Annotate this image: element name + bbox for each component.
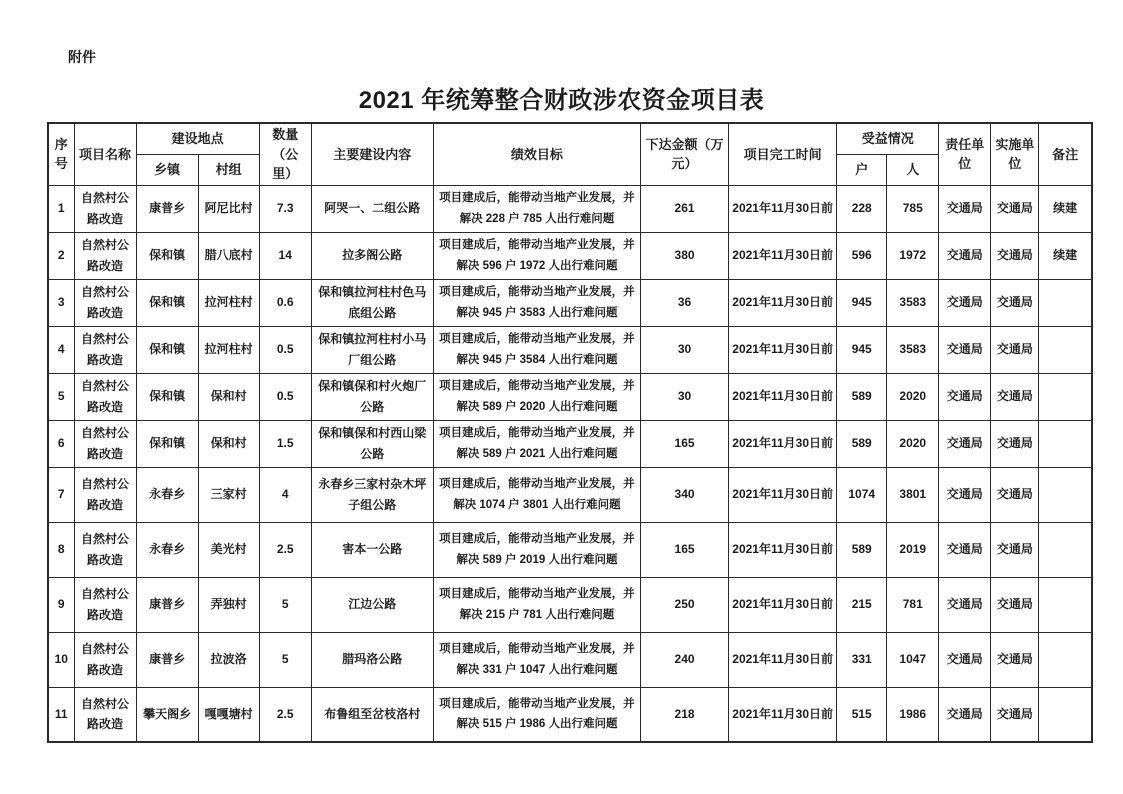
cell-performance: 项目建成后，能带动当地产业发展，并解决 589 户 2021 人出行难问题 bbox=[433, 420, 640, 467]
cell-remarks bbox=[1039, 577, 1092, 632]
col-header-seq: 序号 bbox=[48, 123, 74, 185]
table-row bbox=[48, 185, 1092, 232]
cell-seq: 7 bbox=[48, 467, 74, 522]
cell-responsible: 交通局 bbox=[939, 522, 991, 577]
col-header-performance: 绩效目标 bbox=[433, 123, 640, 185]
cell-amount: 218 bbox=[641, 687, 729, 742]
cell-village: 嘎嘎塘村 bbox=[198, 687, 259, 742]
col-header-location-group: 建设地点 bbox=[136, 123, 259, 154]
col-header-completion: 项目完工时间 bbox=[729, 123, 837, 185]
col-header-project-name: 项目名称 bbox=[74, 123, 136, 185]
cell-project-name: 自然村公路改造 bbox=[74, 632, 136, 687]
cell-amount: 261 bbox=[641, 185, 729, 232]
cell-content: 永春乡三家村杂木坪子组公路 bbox=[311, 467, 433, 522]
cell-performance: 项目建成后，能带动当地产业发展，并解决 331 户 1047 人出行难问题 bbox=[433, 632, 640, 687]
cell-implementing: 交通局 bbox=[991, 632, 1039, 687]
cell-quantity: 14 bbox=[259, 232, 311, 279]
cell-responsible: 交通局 bbox=[939, 467, 991, 522]
col-header-remarks: 备注 bbox=[1039, 123, 1092, 185]
col-header-content: 主要建设内容 bbox=[311, 123, 433, 185]
cell-completion: 2021年11月30日前 bbox=[729, 373, 837, 420]
cell-people: 781 bbox=[887, 577, 939, 632]
cell-content: 腊玛洛公路 bbox=[311, 632, 433, 687]
table-row bbox=[48, 373, 1092, 420]
cell-project-name: 自然村公路改造 bbox=[74, 420, 136, 467]
cell-people: 1047 bbox=[887, 632, 939, 687]
cell-project-name: 自然村公路改造 bbox=[74, 687, 136, 742]
cell-township: 康普乡 bbox=[136, 577, 198, 632]
cell-content: 阿哭一、二组公路 bbox=[311, 185, 433, 232]
cell-performance: 项目建成后，能带动当地产业发展，并解决 1074 户 3801 人出行难问题 bbox=[433, 467, 640, 522]
table-row bbox=[48, 232, 1092, 279]
cell-implementing: 交通局 bbox=[991, 420, 1039, 467]
cell-amount: 340 bbox=[641, 467, 729, 522]
cell-project-name: 自然村公路改造 bbox=[74, 279, 136, 326]
cell-village: 三家村 bbox=[198, 467, 259, 522]
cell-completion: 2021年11月30日前 bbox=[729, 420, 837, 467]
cell-project-name: 自然村公路改造 bbox=[74, 467, 136, 522]
cell-quantity: 7.3 bbox=[259, 185, 311, 232]
cell-township: 保和镇 bbox=[136, 232, 198, 279]
cell-people: 2020 bbox=[887, 373, 939, 420]
cell-households: 589 bbox=[837, 373, 887, 420]
cell-content: 保和镇保和村西山梁公路 bbox=[311, 420, 433, 467]
table-row bbox=[48, 522, 1092, 577]
table-row bbox=[48, 687, 1092, 742]
table-row bbox=[48, 420, 1092, 467]
cell-quantity: 0.6 bbox=[259, 279, 311, 326]
cell-remarks bbox=[1039, 632, 1092, 687]
cell-responsible: 交通局 bbox=[939, 632, 991, 687]
cell-remarks bbox=[1039, 279, 1092, 326]
table-header bbox=[48, 123, 1092, 185]
cell-implementing: 交通局 bbox=[991, 467, 1039, 522]
col-header-people: 人 bbox=[887, 154, 939, 185]
cell-households: 589 bbox=[837, 420, 887, 467]
cell-completion: 2021年11月30日前 bbox=[729, 632, 837, 687]
cell-responsible: 交通局 bbox=[939, 279, 991, 326]
cell-remarks bbox=[1039, 326, 1092, 373]
cell-people: 3583 bbox=[887, 326, 939, 373]
cell-households: 945 bbox=[837, 326, 887, 373]
cell-seq: 6 bbox=[48, 420, 74, 467]
cell-people: 2019 bbox=[887, 522, 939, 577]
cell-implementing: 交通局 bbox=[991, 522, 1039, 577]
cell-content: 保和镇拉河柱村小马厂组公路 bbox=[311, 326, 433, 373]
cell-performance: 项目建成后，能带动当地产业发展，并解决 945 户 3583 人出行难问题 bbox=[433, 279, 640, 326]
cell-seq: 2 bbox=[48, 232, 74, 279]
cell-people: 1972 bbox=[887, 232, 939, 279]
table-row bbox=[48, 326, 1092, 373]
cell-content: 保和镇拉河柱村色马底组公路 bbox=[311, 279, 433, 326]
cell-amount: 165 bbox=[641, 420, 729, 467]
cell-amount: 165 bbox=[641, 522, 729, 577]
cell-remarks bbox=[1039, 373, 1092, 420]
cell-quantity: 0.5 bbox=[259, 373, 311, 420]
cell-village: 拉河柱村 bbox=[198, 279, 259, 326]
cell-village: 弄独村 bbox=[198, 577, 259, 632]
cell-township: 保和镇 bbox=[136, 373, 198, 420]
cell-performance: 项目建成后，能带动当地产业发展，并解决 945 户 3584 人出行难问题 bbox=[433, 326, 640, 373]
cell-content: 拉多阁公路 bbox=[311, 232, 433, 279]
cell-township: 康普乡 bbox=[136, 185, 198, 232]
cell-village: 阿尼比村 bbox=[198, 185, 259, 232]
cell-households: 331 bbox=[837, 632, 887, 687]
col-header-village: 村组 bbox=[198, 154, 259, 185]
cell-remarks: 续建 bbox=[1039, 232, 1092, 279]
cell-township: 保和镇 bbox=[136, 326, 198, 373]
cell-amount: 30 bbox=[641, 373, 729, 420]
col-header-amount: 下达金额（万元） bbox=[641, 123, 729, 185]
cell-seq: 4 bbox=[48, 326, 74, 373]
cell-village: 拉河柱村 bbox=[198, 326, 259, 373]
cell-households: 1074 bbox=[837, 467, 887, 522]
cell-amount: 250 bbox=[641, 577, 729, 632]
cell-project-name: 自然村公路改造 bbox=[74, 577, 136, 632]
cell-quantity: 5 bbox=[259, 632, 311, 687]
cell-content: 布鲁组至岔枝洛村 bbox=[311, 687, 433, 742]
cell-performance: 项目建成后，能带动当地产业发展，并解决 215 户 781 人出行难问题 bbox=[433, 577, 640, 632]
cell-quantity: 1.5 bbox=[259, 420, 311, 467]
cell-responsible: 交通局 bbox=[939, 577, 991, 632]
cell-completion: 2021年11月30日前 bbox=[729, 279, 837, 326]
cell-village: 拉波洛 bbox=[198, 632, 259, 687]
cell-responsible: 交通局 bbox=[939, 420, 991, 467]
cell-people: 2020 bbox=[887, 420, 939, 467]
cell-implementing: 交通局 bbox=[991, 232, 1039, 279]
cell-village: 美光村 bbox=[198, 522, 259, 577]
col-header-township: 乡镇 bbox=[136, 154, 198, 185]
table-row bbox=[48, 577, 1092, 632]
col-header-responsible: 责任单位 bbox=[939, 123, 991, 185]
projects-table bbox=[47, 122, 1093, 743]
cell-quantity: 0.5 bbox=[259, 326, 311, 373]
cell-implementing: 交通局 bbox=[991, 279, 1039, 326]
cell-remarks bbox=[1039, 522, 1092, 577]
cell-township: 保和镇 bbox=[136, 420, 198, 467]
cell-project-name: 自然村公路改造 bbox=[74, 373, 136, 420]
cell-village: 保和村 bbox=[198, 420, 259, 467]
attachment-label: 附件 bbox=[68, 49, 96, 65]
cell-completion: 2021年11月30日前 bbox=[729, 577, 837, 632]
table-row bbox=[48, 279, 1092, 326]
cell-remarks: 续建 bbox=[1039, 185, 1092, 232]
cell-seq: 11 bbox=[48, 687, 74, 742]
cell-village: 保和村 bbox=[198, 373, 259, 420]
cell-households: 945 bbox=[837, 279, 887, 326]
cell-township: 保和镇 bbox=[136, 279, 198, 326]
cell-township: 攀天阁乡 bbox=[136, 687, 198, 742]
cell-project-name: 自然村公路改造 bbox=[74, 522, 136, 577]
cell-amount: 240 bbox=[641, 632, 729, 687]
cell-performance: 项目建成后，能带动当地产业发展，并解决 589 户 2019 人出行难问题 bbox=[433, 522, 640, 577]
cell-seq: 8 bbox=[48, 522, 74, 577]
cell-seq: 3 bbox=[48, 279, 74, 326]
cell-content: 江边公路 bbox=[311, 577, 433, 632]
cell-completion: 2021年11月30日前 bbox=[729, 185, 837, 232]
cell-seq: 5 bbox=[48, 373, 74, 420]
cell-township: 康普乡 bbox=[136, 632, 198, 687]
cell-households: 215 bbox=[837, 577, 887, 632]
col-header-households: 户 bbox=[837, 154, 887, 185]
cell-project-name: 自然村公路改造 bbox=[74, 232, 136, 279]
cell-households: 589 bbox=[837, 522, 887, 577]
cell-people: 785 bbox=[887, 185, 939, 232]
cell-responsible: 交通局 bbox=[939, 232, 991, 279]
cell-village: 腊八底村 bbox=[198, 232, 259, 279]
cell-seq: 9 bbox=[48, 577, 74, 632]
cell-performance: 项目建成后，能带动当地产业发展，并解决 515 户 1986 人出行难问题 bbox=[433, 687, 640, 742]
cell-people: 1986 bbox=[887, 687, 939, 742]
cell-remarks bbox=[1039, 687, 1092, 742]
col-header-implementing: 实施单位 bbox=[991, 123, 1039, 185]
cell-performance: 项目建成后，能带动当地产业发展，并解决 596 户 1972 人出行难问题 bbox=[433, 232, 640, 279]
cell-quantity: 4 bbox=[259, 467, 311, 522]
cell-project-name: 自然村公路改造 bbox=[74, 326, 136, 373]
cell-completion: 2021年11月30日前 bbox=[729, 467, 837, 522]
cell-households: 228 bbox=[837, 185, 887, 232]
cell-responsible: 交通局 bbox=[939, 687, 991, 742]
cell-households: 515 bbox=[837, 687, 887, 742]
cell-township: 永春乡 bbox=[136, 522, 198, 577]
cell-seq: 1 bbox=[48, 185, 74, 232]
cell-township: 永春乡 bbox=[136, 467, 198, 522]
col-header-quantity: 数量（公里） bbox=[259, 123, 311, 185]
cell-amount: 30 bbox=[641, 326, 729, 373]
cell-seq: 10 bbox=[48, 632, 74, 687]
page-title: 2021 年统筹整合财政涉农资金项目表 bbox=[358, 87, 765, 114]
cell-people: 3583 bbox=[887, 279, 939, 326]
cell-quantity: 2.5 bbox=[259, 522, 311, 577]
cell-implementing: 交通局 bbox=[991, 373, 1039, 420]
cell-performance: 项目建成后，能带动当地产业发展，并解决 589 户 2020 人出行难问题 bbox=[433, 373, 640, 420]
cell-remarks bbox=[1039, 467, 1092, 522]
header-row-1 bbox=[48, 123, 1092, 154]
cell-amount: 380 bbox=[641, 232, 729, 279]
cell-performance: 项目建成后，能带动当地产业发展，并解决 228 户 785 人出行难问题 bbox=[433, 185, 640, 232]
cell-quantity: 5 bbox=[259, 577, 311, 632]
cell-people: 3801 bbox=[887, 467, 939, 522]
cell-responsible: 交通局 bbox=[939, 326, 991, 373]
cell-completion: 2021年11月30日前 bbox=[729, 687, 837, 742]
cell-completion: 2021年11月30日前 bbox=[729, 232, 837, 279]
cell-project-name: 自然村公路改造 bbox=[74, 185, 136, 232]
cell-remarks bbox=[1039, 420, 1092, 467]
cell-completion: 2021年11月30日前 bbox=[729, 326, 837, 373]
cell-quantity: 2.5 bbox=[259, 687, 311, 742]
cell-amount: 36 bbox=[641, 279, 729, 326]
cell-implementing: 交通局 bbox=[991, 185, 1039, 232]
table-body bbox=[48, 185, 1092, 742]
col-header-benefit-group: 受益情况 bbox=[837, 123, 939, 154]
cell-content: 害本一公路 bbox=[311, 522, 433, 577]
table-row bbox=[48, 467, 1092, 522]
cell-households: 596 bbox=[837, 232, 887, 279]
cell-content: 保和镇保和村火炮厂公路 bbox=[311, 373, 433, 420]
cell-responsible: 交通局 bbox=[939, 373, 991, 420]
cell-implementing: 交通局 bbox=[991, 687, 1039, 742]
cell-implementing: 交通局 bbox=[991, 577, 1039, 632]
cell-implementing: 交通局 bbox=[991, 326, 1039, 373]
cell-completion: 2021年11月30日前 bbox=[729, 522, 837, 577]
table-row bbox=[48, 632, 1092, 687]
cell-responsible: 交通局 bbox=[939, 185, 991, 232]
